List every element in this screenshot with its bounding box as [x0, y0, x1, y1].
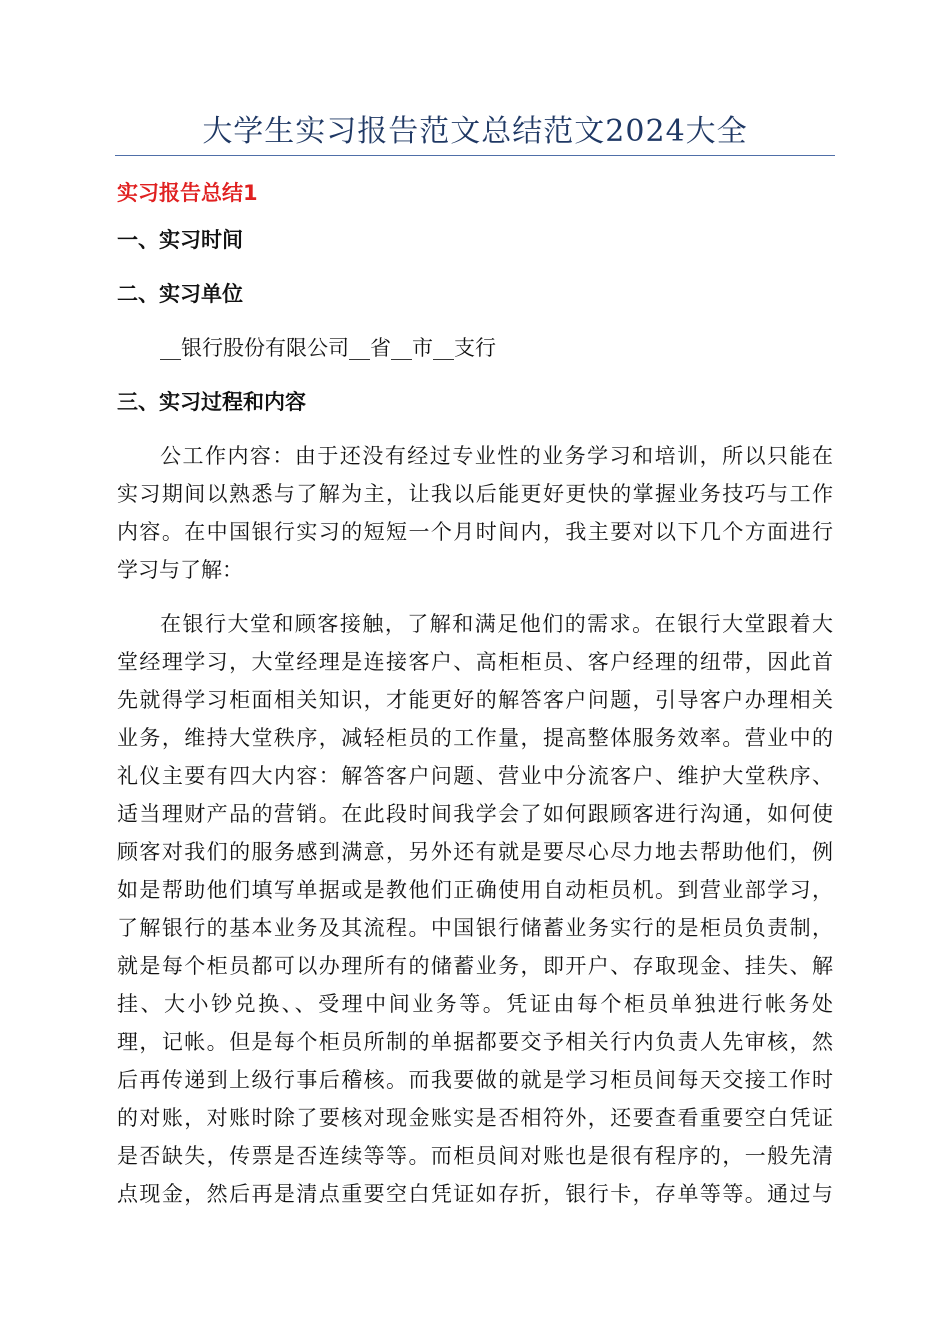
- paragraph-line: 就是每个柜员都可以办理所有的储蓄业务，即开户、存取现金、挂失、解: [117, 954, 833, 978]
- paragraph-line: 后再传递到上级行事后稽核。而我要做的就是学习柜员间每天交接工作时: [117, 1068, 833, 1092]
- paragraph-line: 公工作内容：由于还没有经过专业性的业务学习和培训，所以只能在: [160, 444, 833, 468]
- paragraph-line: 理，记帐。但是每个柜员所制的单据都要交予相关行内负责人先审核，然: [117, 1030, 833, 1054]
- paragraph-line: 实习期间以熟悉与了解为主，让我以后能更好更快的掌握业务技巧与工作: [117, 482, 833, 506]
- section-title: 实习报告总结1: [117, 181, 258, 205]
- unit-line: __银行股份有限公司__省__市__支行: [160, 336, 496, 360]
- paragraph-line: 内容。在中国银行实习的短短一个月时间内，我主要对以下几个方面进行: [117, 520, 833, 544]
- document-title: 大学生实习报告范文总结范文2024大全: [202, 114, 748, 149]
- paragraph-line: 的对账，对账时除了要核对现金账实是否相符外，还要查看重要空白凭证: [117, 1106, 833, 1130]
- paragraph-line: 点现金，然后再是清点重要空白凭证如存折，银行卡，存单等等。通过与: [117, 1182, 833, 1206]
- paragraph-line: 堂经理学习，大堂经理是连接客户、高柜柜员、客户经理的纽带，因此首: [117, 650, 833, 674]
- heading-internship-time: 一、实习时间: [117, 228, 243, 252]
- paragraph-line: 业务，维持大堂秩序，减轻柜员的工作量，提高整体服务效率。营业中的: [117, 726, 833, 750]
- paragraph-line: 先就得学习柜面相关知识，才能更好的解答客户问题，引导客户办理相关: [117, 688, 833, 712]
- title-underline: [115, 155, 835, 156]
- paragraph-line: 是否缺失，传票是否连续等等。而柜员间对账也是很有程序的，一般先清: [117, 1144, 833, 1168]
- paragraph-line: 适当理财产品的营销。在此段时间我学会了如何跟顾客进行沟通，如何使: [117, 802, 833, 826]
- paragraph-line: 了解银行的基本业务及其流程。中国银行储蓄业务实行的是柜员负责制，: [117, 916, 833, 940]
- paragraph-line: 学习与了解：: [117, 558, 243, 582]
- paragraph-line: 如是帮助他们填写单据或是教他们正确使用自动柜员机。到营业部学习，: [117, 878, 833, 902]
- paragraph-line: 礼仪主要有四大内容：解答客户问题、营业中分流客户、维护大堂秩序、: [117, 764, 833, 788]
- heading-internship-unit: 二、实习单位: [117, 282, 243, 306]
- paragraph-line: 挂、大小钞兑换、、受理中间业务等。凭证由每个柜员单独进行帐务处: [117, 992, 833, 1016]
- paragraph-line: 在银行大堂和顾客接触，了解和满足他们的需求。在银行大堂跟着大: [160, 612, 833, 636]
- heading-process-content: 三、实习过程和内容: [117, 390, 306, 414]
- paragraph-line: 顾客对我们的服务感到满意，另外还有就是要尽心尽力地去帮助他们，例: [117, 840, 833, 864]
